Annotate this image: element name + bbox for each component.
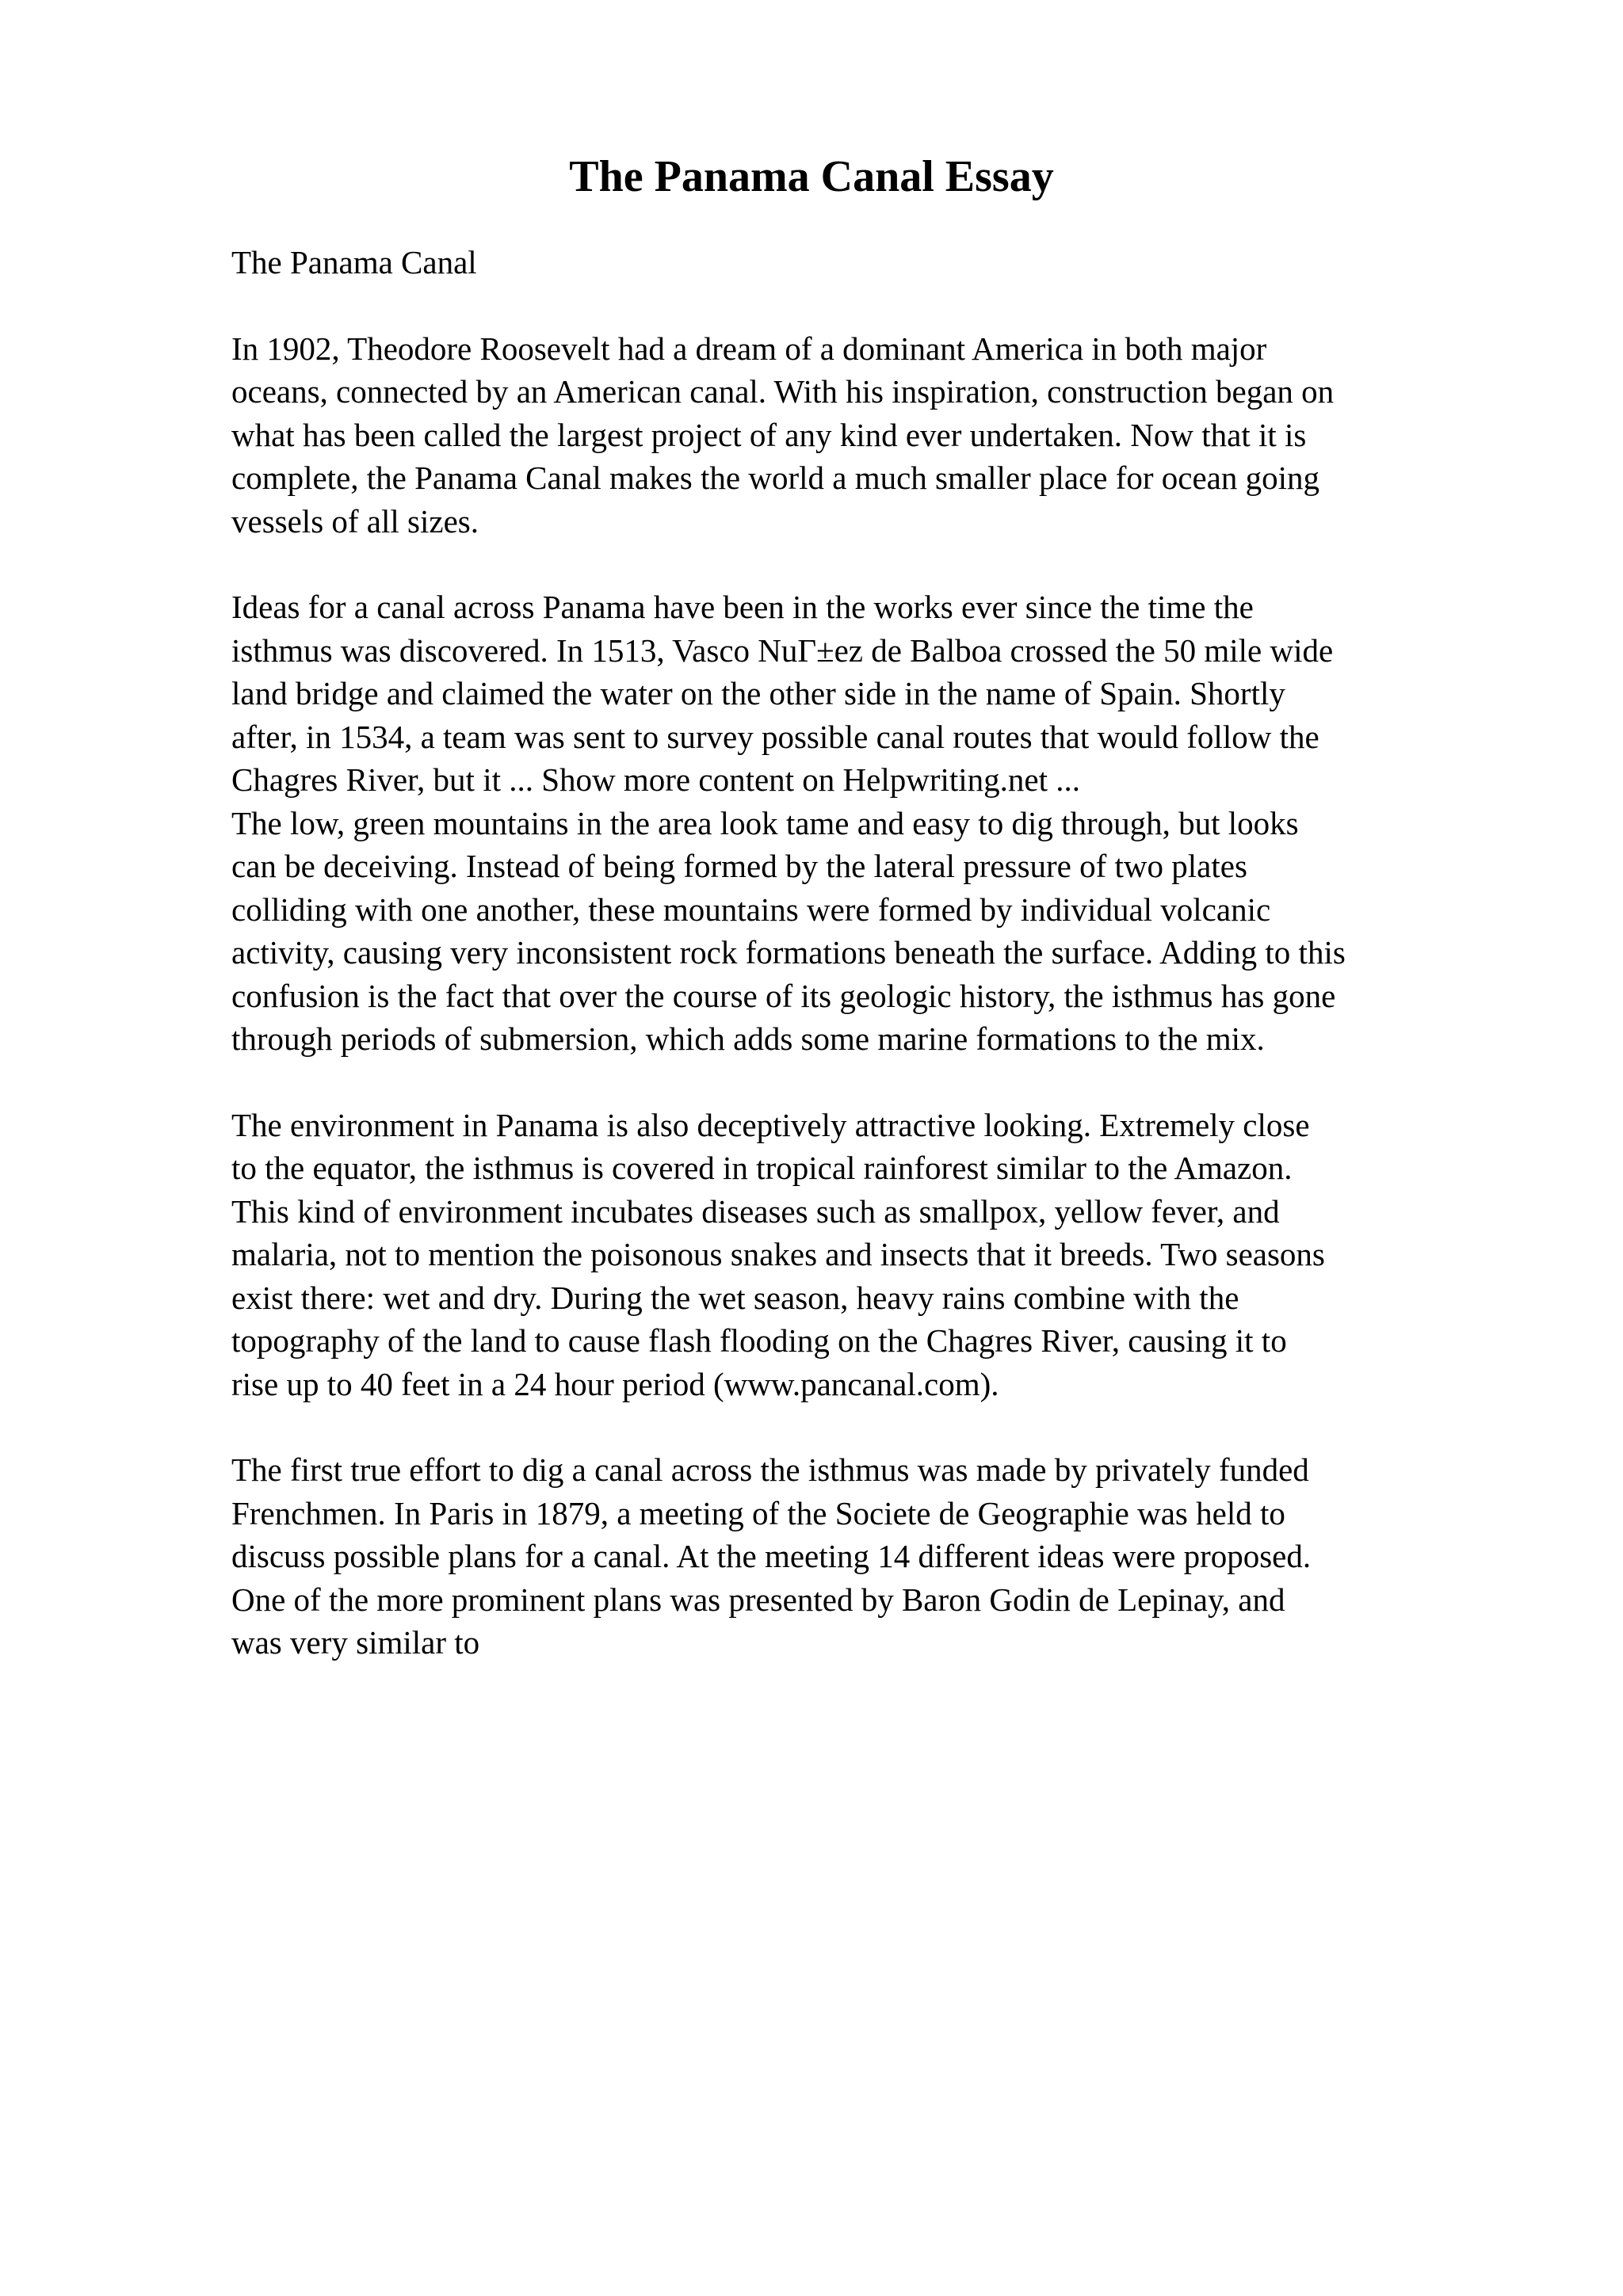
- paragraph-environment: [231, 1104, 1515, 1406]
- text-line: complete, the Panama Canal makes the world a much smaller place for ocean going: [231, 460, 1319, 496]
- text-line: This kind of environment incubates diseases such as smallpox, yellow fever, and: [231, 1192, 1280, 1230]
- text-line: vessels of all sizes.: [231, 502, 479, 540]
- text-line: oceans, connected by an American canal. With his inspiration, construction began on: [231, 373, 1335, 410]
- text-line: One of the more prominent plans was presented by Baron Godin de Lepinay, and: [231, 1581, 1285, 1618]
- paragraph-geology: [231, 802, 1515, 1061]
- text-line: exist there: wet and dry. During the wet season, heavy rains combine with the: [231, 1279, 1239, 1316]
- text-line: land bridge and claimed the water on the other side in the name of Spain. Shortly: [231, 675, 1285, 711]
- text-line: malaria, not to mention the poisonous snakes and insects that it breeds. Two seasons: [231, 1236, 1325, 1272]
- text-line: In 1902, Theodore Roosevelt had a dream of a dominant America in both major: [231, 330, 1267, 367]
- text-line: The first true effort to dig a canal across the isthmus was made by privately funded: [231, 1451, 1309, 1488]
- document-title: The Panama Canal Essay: [569, 152, 1054, 201]
- text-line: discuss possible plans for a canal. At the meeting 14 different ideas were proposed.: [231, 1538, 1312, 1574]
- paragraph-french-effort: [231, 1448, 1515, 1665]
- document-body: [231, 241, 1515, 1707]
- text-line: isthmus was discovered. In 1513, Vasco NuΓ±ez de Balboa crossed the 50 mile wide: [231, 631, 1334, 669]
- text-line: Frenchmen. In Paris in 1879, a meeting of the Societe de Geographie was held to: [231, 1494, 1285, 1531]
- document-subtitle: The Panama Canal: [231, 244, 477, 280]
- text-line: through periods of submersion, which adds some marine formations to the mix.: [231, 1020, 1265, 1057]
- text-line: can be deceiving. Instead of being formed by the lateral pressure of two plates: [231, 848, 1247, 884]
- text-line: to the equator, the isthmus is covered in tropical rainforest similar to the Amazon.: [231, 1150, 1293, 1186]
- text-line: rise up to 40 feet in a 24 hour period (www.pancanal.com).: [231, 1365, 999, 1402]
- text-line: colliding with one another, these mountains were formed by individual volcanic: [231, 891, 1271, 928]
- text-line: was very similar to: [231, 1624, 480, 1661]
- text-line: Chagres River, but it ... Show more content on Helpwriting.net ...: [231, 761, 1081, 798]
- paragraph-history: [231, 585, 1515, 802]
- text-line: The low, green mountains in the area look tame and easy to dig through, but looks: [231, 804, 1299, 841]
- text-line: The environment in Panama is also deceptively attractive looking. Extremely close: [231, 1106, 1310, 1143]
- text-line: after, in 1534, a team was sent to survey possible canal routes that would follow the: [231, 718, 1319, 755]
- paragraph-intro: [231, 327, 1515, 543]
- text-line: what has been called the largest project of any kind ever undertaken. Now that it is: [231, 416, 1307, 453]
- text-line: Ideas for a canal across Panama have been in the works ever since the time the: [231, 589, 1254, 625]
- text-line: topography of the land to cause flash flooding on the Chagres River, causing it to: [231, 1322, 1287, 1359]
- text-line: activity, causing very inconsistent rock formations beneath the surface. Adding to this: [231, 934, 1346, 971]
- text-line: confusion is the fact that over the course of its geologic history, the isthmus has gone: [231, 977, 1336, 1014]
